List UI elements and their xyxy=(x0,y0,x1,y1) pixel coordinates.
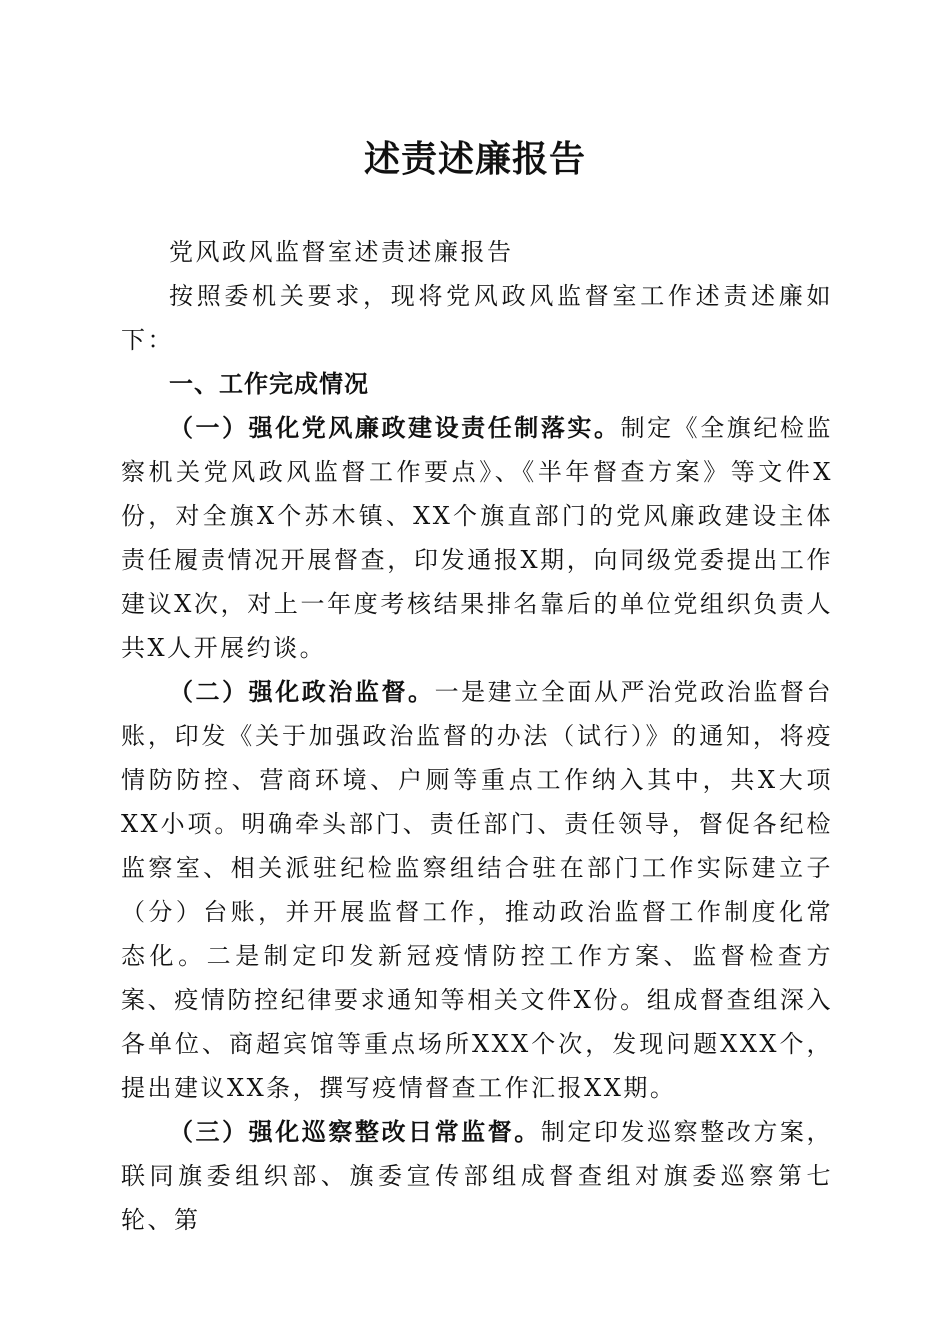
paragraph-3-lead: （三）强化巡察整改日常监督。 xyxy=(169,1117,541,1146)
report-subtitle: 党风政风监督室述责述廉报告 xyxy=(169,238,514,266)
document-title: 述责述廉报告 xyxy=(363,138,586,180)
paragraph-2-text: 一是建立全面从严治党政治监督台账，印发《关于加强政治监督的办法（试行）》的通知，将疫情防防控、营商环境、户厕等重点工作纳入其中，共X大项XX小项。明确牵头部门、责任部门、责任领导，督促各纪检监察室、相关派驻纪检监察组结合驻在部门工作实际建立子（分）台账，并开展监督工作，推动政治监督工作制度化常态化。二是制定印发新冠疫情防控工作方案、监督检查方案、疫情防控纪律要求通知等相关文件X份。组成督查组深入各单位、商超宾馆等重点场所XXX个次，发现问题XXX个，提出建议XX条，撰写疫情督查工作汇报XX期。 xyxy=(121,678,833,1102)
document-body xyxy=(121,230,833,1242)
paragraph-1-lead: （一）强化党风廉政建设责任制落实。 xyxy=(169,413,621,442)
paragraph-2 xyxy=(121,670,833,1110)
section-heading: 一、工作完成情况 xyxy=(169,370,369,398)
paragraph-2-lead: （二）强化政治监督。 xyxy=(169,677,435,706)
paragraph-1 xyxy=(121,406,833,670)
paragraph-3 xyxy=(121,1110,833,1242)
intro-paragraph: 按照委机关要求，现将党风政风监督室工作述责述廉如下： xyxy=(121,282,833,354)
paragraph-3-text: 制定印发巡察整改方案，联同旗委组织部、旗委宣传部组成督查组对旗委巡察第七轮、第 xyxy=(121,1118,833,1234)
paragraph-1-text: 制定《全旗纪检监察机关党风政风监督工作要点》、《半年督查方案》等文件X份，对全旗X个苏木镇、XX个旗直部门的党风廉政建设主体责任履责情况开展督查，印发通报X期，向同级党委提出工作建议X次，对上一年度考核结果排名靠后的单位党组织负责人共X人开展约谈。 xyxy=(121,414,833,662)
